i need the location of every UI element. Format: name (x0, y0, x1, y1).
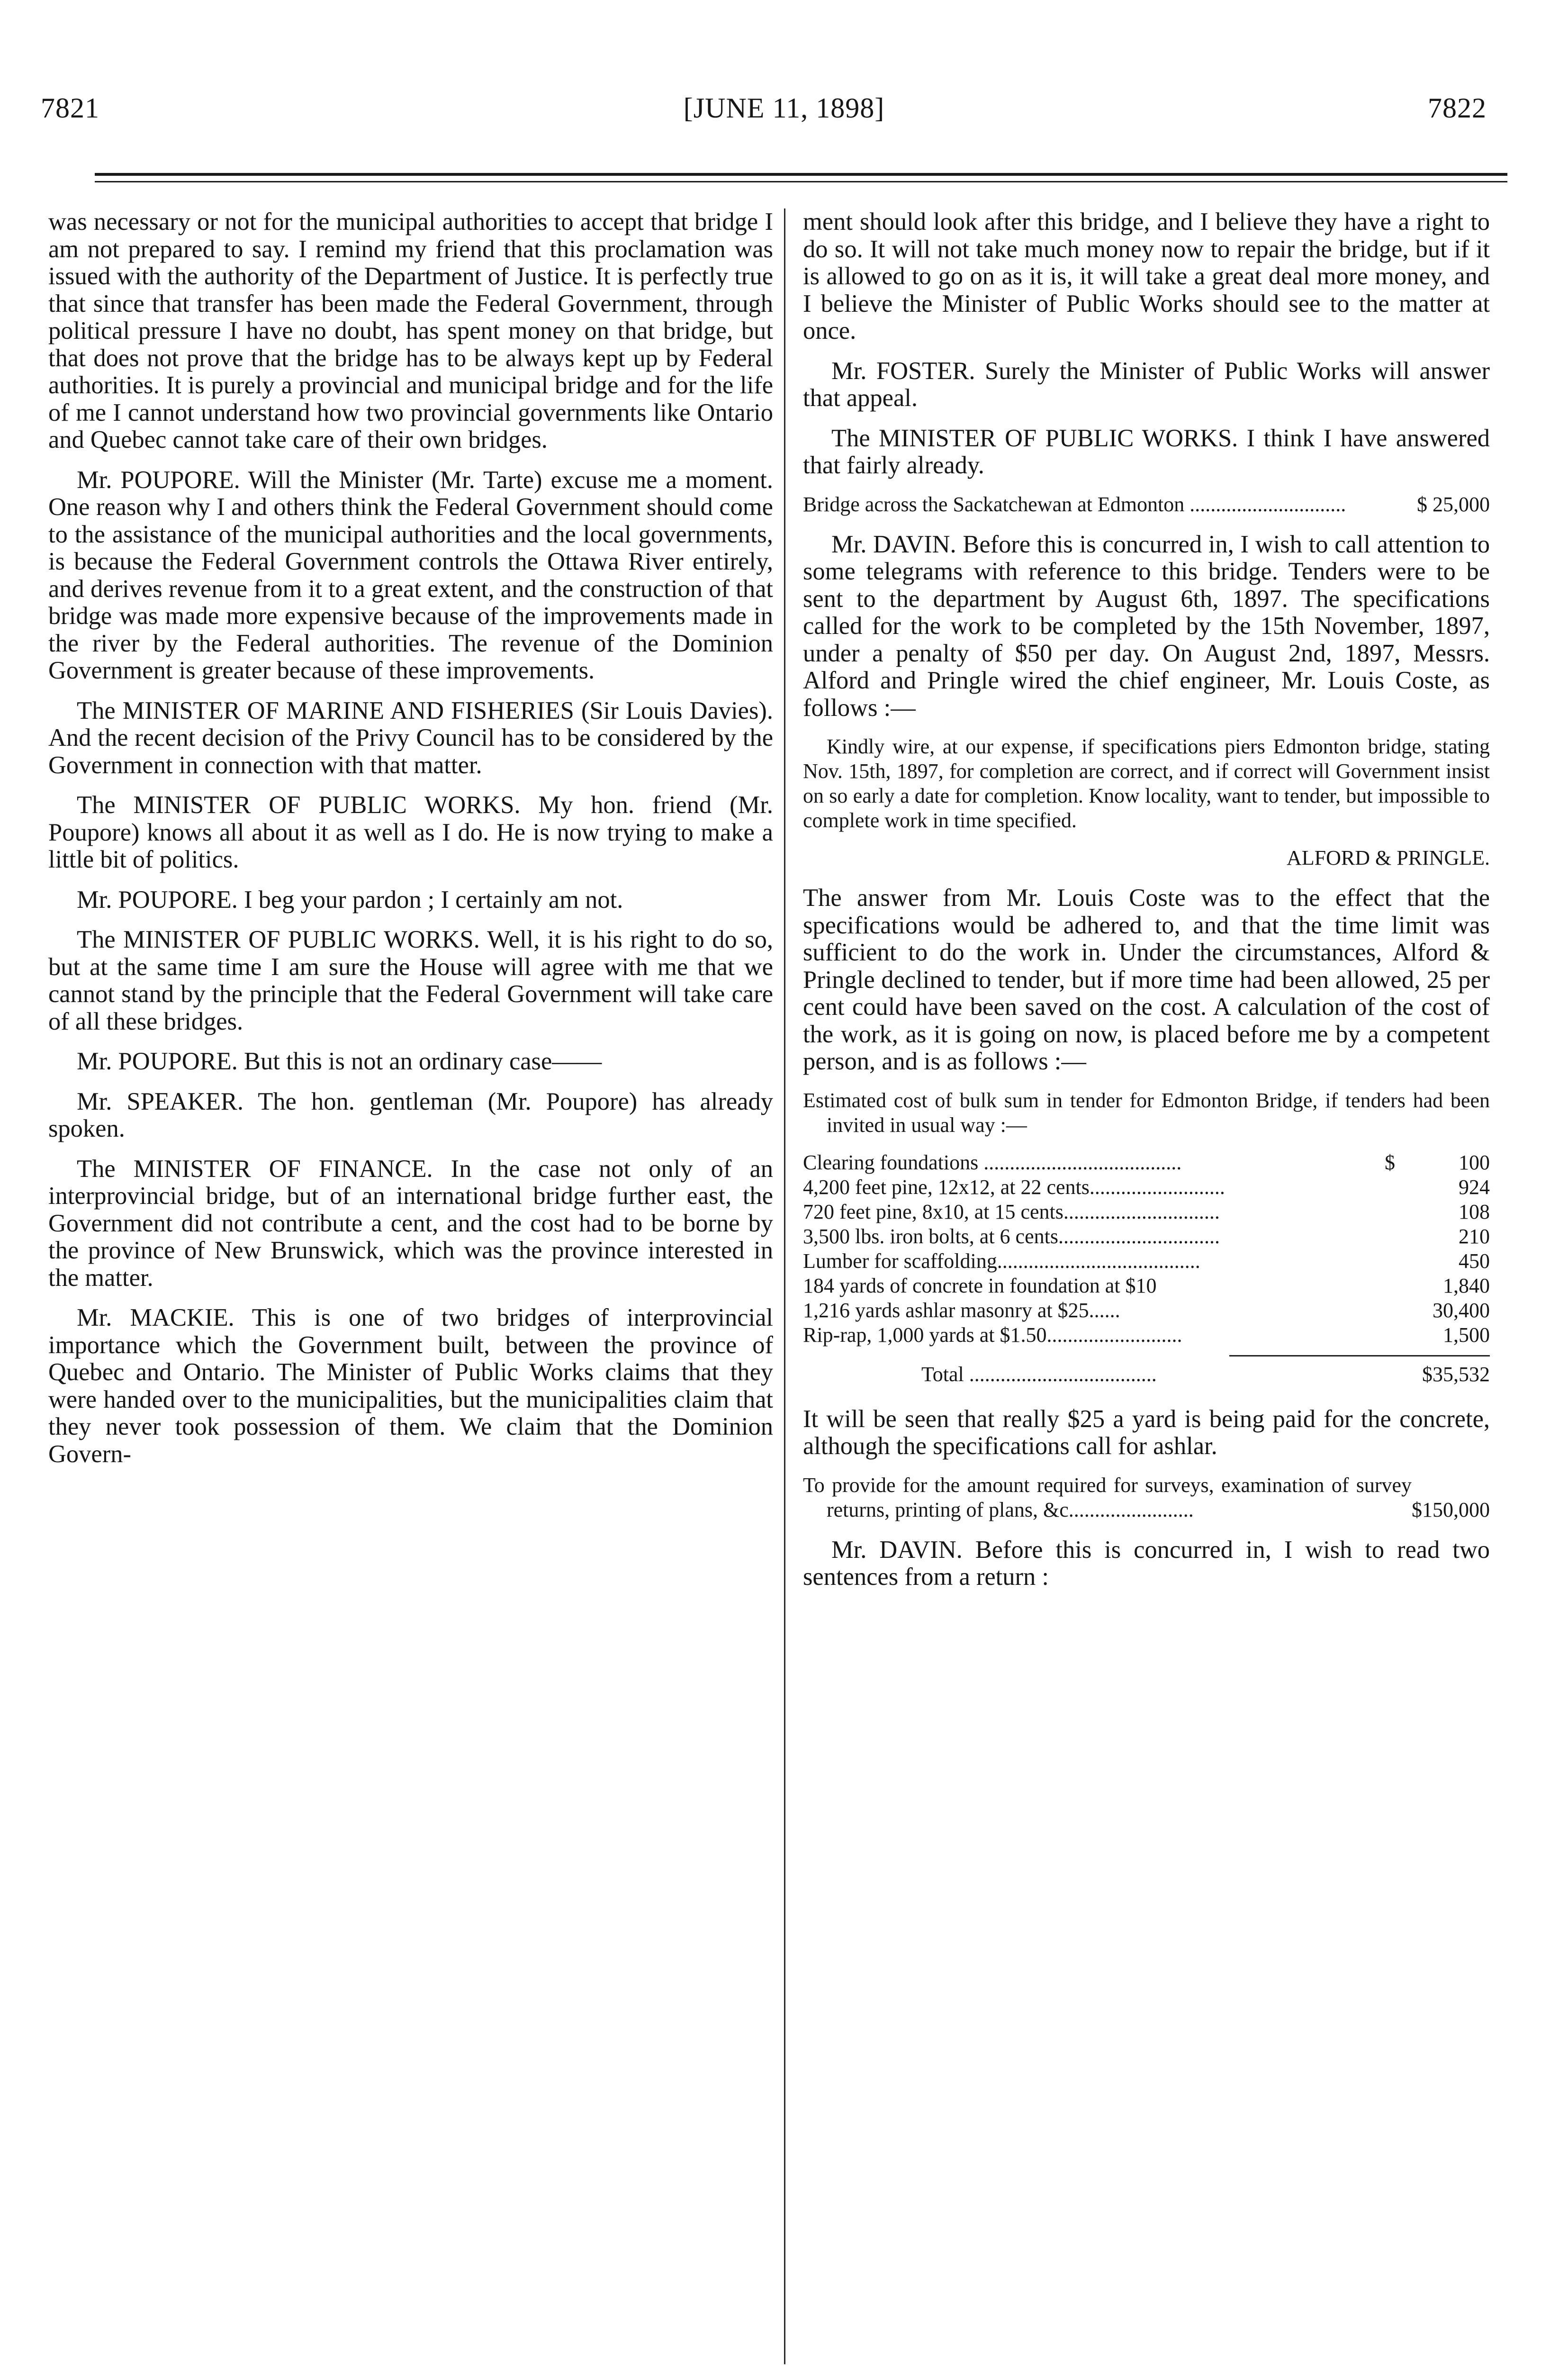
cost-row-amount: 108 (1459, 1200, 1490, 1223)
cost-row (803, 1298, 1490, 1323)
estimate-item-label: Bridge across the Sackatchewan at Edmonton .............................. (803, 492, 1346, 516)
cost-row (803, 1249, 1490, 1274)
cost-row (803, 1150, 1490, 1175)
paragraph: Mr. POUPORE. I beg your pardon ; I certainly am not. (77, 886, 623, 913)
cost-row-amount: 924 (1459, 1175, 1490, 1199)
cost-row-label: Rip-rap, 1,000 yards at $1.50.......................... (803, 1323, 1182, 1347)
cost-row-label: 184 yards of concrete in foundation at $10 (803, 1274, 1157, 1297)
cost-row-label: 1,216 yards ashlar masonry at $25...... (803, 1298, 1120, 1322)
cost-row (803, 1200, 1490, 1224)
paragraph: Mr. DAVIN. Before this is concurred in, I wish to call attention to some telegrams with reference to this bridge. Tenders were to be sent to the department by August 6th, 1897. The specifications called for the work to be completed by the 15th November, 1897, under a penalty of $50 per day. On August 2nd, 1897, Messrs. Alford and Pringle wired the chief engineer, Mr. Louis Coste, as follows :— (803, 530, 1490, 722)
cost-row-amount: 450 (1459, 1249, 1490, 1273)
cost-table (803, 1150, 1490, 1347)
paragraph: ment should look after this bridge, and I believe they have a right to do so. It will not take much money now to repair the bridge, but if it is allowed to go on as it is, it will take a great deal more money, and I believe the Minister of Public Works should see to the matter at once. (803, 208, 1490, 344)
estimate-item-label: To provide for the amount required for surveys, examination of survey returns, printing of plans, &c........................ (803, 1473, 1412, 1521)
cost-row (803, 1175, 1490, 1200)
estimate-item (803, 1473, 1490, 1522)
cost-row-amount: 30,400 (1433, 1298, 1490, 1322)
cost-row-label: 720 feet pine, 8x10, at 15 cents.............................. (803, 1200, 1220, 1223)
paragraph: The answer from Mr. Louis Coste was to the effect that the specifications would be adhered to, and that the time limit was sufficient to do the work in. Under the circumstances, Alford & Pringle declined to tender, but if more time had been allowed, 25 per cent could have been saved on the cost. A calculation of the cost of the work, as it is going on now, is placed before me by a competent person, and is as follows :— (803, 884, 1490, 1075)
cost-row-label: Clearing foundations ...................................... (803, 1150, 1182, 1174)
estimate-intro: Estimated cost of bulk sum in tender for Edmonton Bridge, if tenders had been invited in usual way :— (803, 1088, 1490, 1137)
cost-row-label: Lumber for scaffolding....................................... (803, 1249, 1200, 1273)
paragraph: The MINISTER OF PUBLIC WORKS. I think I have answered that fairly already. (803, 424, 1490, 479)
paragraph: Mr. MACKIE. This is one of two bridges of interprovincial importance which the Government built, between the province of Quebec and Ontario. The Minister of Public Works claims that they were handed over to the municipalities, but the municipalities claim that they never took possession of them. We claim that the Dominion Govern- (48, 1304, 773, 1468)
estimate-item (803, 492, 1490, 517)
cost-row-currency: $ (1385, 1150, 1395, 1174)
cost-row-currency (1367, 1200, 1395, 1224)
paragraph: Mr. POUPORE. But this is not an ordinary case—— (77, 1048, 602, 1075)
cost-row (803, 1323, 1490, 1347)
left-column (48, 208, 773, 1481)
cost-row-amount: 100 (1459, 1150, 1490, 1174)
cost-row (803, 1274, 1490, 1298)
paragraph: was necessary or not for the municipal authorities to accept that bridge I am not prepared to say. I remind my friend that this proclamation was issued with the authority of the Department of Justice. It is perfectly true that since that transfer has been made the Federal Government, through political pressure I have no doubt, has spent money on that bridge, but that does not prove that the bridge has to be always kept up by Federal authorities. It is purely a provincial and municipal bridge and for the life of me I cannot understand how two provincial governments like Ontario and Quebec cannot take care of their own bridges. (48, 208, 773, 453)
estimate-item-amount: $ 25,000 (1417, 492, 1490, 516)
cost-row-label: 3,500 lbs. iron bolts, at 6 cents............................... (803, 1224, 1220, 1248)
paragraph: Mr. POUPORE. Will the Minister (Mr. Tarte) excuse me a moment. One reason why I and others think the Federal Government should come to the assistance of the municipal authorities and the local governments, is because the Federal Government controls the Ottawa River entirely, and derives revenue from it to a great extent, and the construction of that bridge was made more expensive because of the improvements made in the river by the Federal authorities. The revenue of the Dominion Government is greater because of these improvements. (48, 466, 773, 684)
header-rule-thick (95, 173, 1507, 176)
cost-row-amount: 1,840 (1443, 1274, 1490, 1297)
telegram-signature: ALFORD & PRINGLE. (1286, 846, 1490, 869)
cost-row-amount: 210 (1459, 1224, 1490, 1248)
cost-row-label: 4,200 feet pine, 12x12, at 22 cents.......................... (803, 1175, 1225, 1199)
paragraph: The MINISTER OF PUBLIC WORKS. My hon. friend (Mr. Poupore) knows all about it as well as I do. He is now trying to make a little bit of politics. (48, 791, 773, 873)
paragraph: Mr. FOSTER. Surely the Minister of Public Works will answer that appeal. (803, 357, 1490, 412)
cost-row-currency (1367, 1298, 1395, 1323)
paragraph: The MINISTER OF PUBLIC WORKS. Well, it is his right to do so, but at the same time I am sure the House will agree with me that we cannot stand by the principle that the Federal Government will take care of all these bridges. (48, 926, 773, 1035)
total-rule (1229, 1355, 1490, 1356)
cost-total-amount: $35,532 (1422, 1362, 1490, 1386)
cost-row-currency (1367, 1175, 1395, 1200)
cost-row-amount: 1,500 (1443, 1323, 1490, 1347)
cost-total-row (803, 1362, 1490, 1387)
estimate-item-amount: $150,000 (1412, 1498, 1490, 1521)
cost-row (803, 1224, 1490, 1249)
cost-row-currency (1367, 1249, 1395, 1274)
cost-row-currency (1367, 1274, 1395, 1298)
page-number-right: 7822 (1428, 92, 1487, 124)
paragraph: Mr. DAVIN. Before this is concurred in, I wish to read two sentences from a return : (803, 1536, 1490, 1591)
paragraph: The MINISTER OF MARINE AND FISHERIES (Sir Louis Davies). And the recent decision of the Privy Council has to be considered by the Government in connection with that matter. (48, 696, 773, 779)
right-column (803, 208, 1490, 1604)
cost-total-label: Total .................................... (921, 1362, 1157, 1386)
page-number-left: 7821 (41, 92, 99, 124)
paragraph: Mr. SPEAKER. The hon. gentleman (Mr. Poupore) has already spoken. (48, 1087, 773, 1142)
telegram-text: Kindly wire, at our expense, if specifications piers Edmonton bridge, stating Nov. 15th, 1897, for completion are correct, and if correct will Government insist on so early a date for completion. Know locality, want to tender, but impossible to complete work in time specified. (803, 735, 1490, 832)
header-rule-thin (95, 181, 1507, 182)
cost-row-currency (1367, 1224, 1395, 1249)
cost-row-currency (1367, 1323, 1395, 1347)
paragraph: It will be seen that really $25 a yard is being paid for the concrete, although the specifications call for ashlar. (803, 1405, 1490, 1460)
paragraph: The MINISTER OF FINANCE. In the case not only of an interprovincial bridge, but of an international bridge further east, the Government did not contribute a cent, and the cost had to be borne by the province of New Brunswick, which was the province interested in the matter. (48, 1155, 773, 1292)
column-divider (784, 208, 785, 2364)
page-date: [JUNE 11, 1898] (683, 92, 885, 124)
